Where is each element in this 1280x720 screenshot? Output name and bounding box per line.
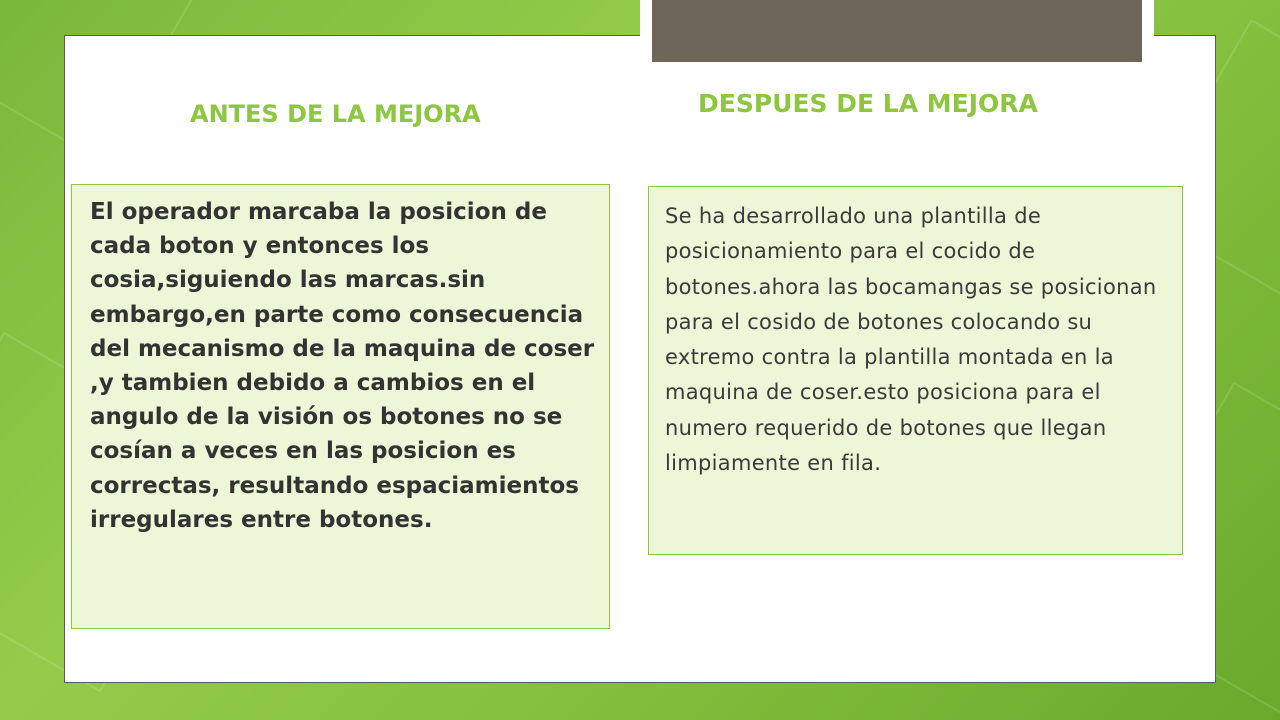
after-description: Se ha desarrollado una plantilla de posicionamiento para el cocido de botones.ahora las bocamangas se posicionan para el cosido de botones colocando su extremo contra la plantilla montada en la maquina de coser.esto posiciona para el numero requerido de botones que llegan limpiamente en fila. bbox=[665, 204, 1157, 476]
before-text-box bbox=[71, 184, 610, 629]
before-description: El operador marcaba la posicion de cada boton y entonces los cosia,siguiendo las marcas.sin embargo,en parte como consecuencia del mecanismo de la maquina de coser ,y tambien debido a cambios en el angulo de la visión os botones no se cosían a veces en las posicion es correctas, resultando espaciamientos irregulares entre botones. bbox=[90, 199, 595, 533]
title-bar-frame bbox=[640, 0, 1154, 72]
after-heading: DESPUES DE LA MEJORA bbox=[698, 89, 1038, 118]
after-text-box bbox=[648, 186, 1183, 555]
title-bar bbox=[652, 0, 1142, 62]
before-heading: ANTES DE LA MEJORA bbox=[190, 100, 481, 128]
